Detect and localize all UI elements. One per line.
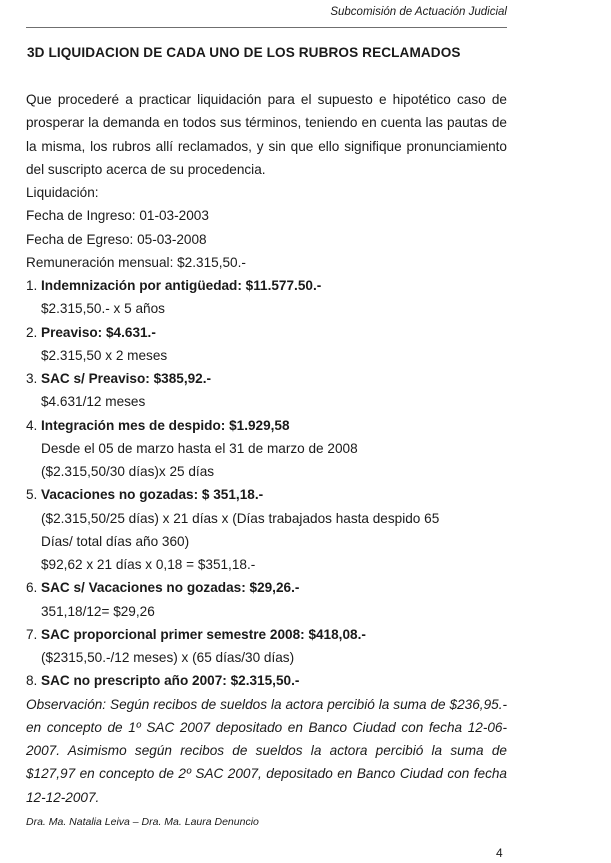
observacion-line: en concepto de 1º SAC 2007 depositado en Banco Ciudad con fecha 12-06- [26,719,507,735]
item-number: 2. [26,324,38,340]
item-title: SAC s/ Preaviso: $385,92.- [41,371,212,386]
observacion-line: Observación: Según recibos de sueldos la actora percibió la suma de $236,95.- [26,696,507,712]
item-heading [26,483,507,506]
item-heading [26,274,507,297]
item-detail: 351,18/12= $29,26 [41,603,155,619]
item-number: 8. [26,673,38,689]
observacion-line: 2007. Asimismo según recibos de sueldos la actora percibió la suma de [26,743,507,758]
item-heading [26,623,507,646]
item-detail: ($2315,50.-/12 meses) x (65 días/30 días) [41,650,295,665]
header-rule [26,27,507,28]
item-title: Preaviso: $4.631.- [41,324,156,340]
remuneracion-mensual: Remuneración mensual: $2.315,50.- [26,254,246,270]
intro-line: Que procederé a practicar liquidación para el supuesto e hipotético caso de [26,92,507,107]
item-title: SAC s/ Vacaciones no gozadas: $29,26.- [41,580,300,596]
intro-line: del suscripto acerca de su procedencia. [26,161,266,177]
intro-line: prosperar la demanda en todos sus términos, teniendo en cuenta las pautas de [26,115,507,131]
item-detail: ($2.315,50/30 días)x 25 días [41,464,215,479]
item-detail: $2.315,50.- x 5 años [41,301,165,317]
item-title: Indemnización por antigüedad: $11.577.50.- [41,278,322,293]
item-number: 4. [26,417,38,433]
item-title: SAC proporcional primer semestre 2008: $418,08.- [41,626,366,642]
item-number: 5. [26,487,38,503]
item-title: SAC no prescripto año 2007: $2.315,50.- [41,673,300,689]
item-heading [26,414,507,437]
item-detail: Desde el 05 de marzo hasta el 31 de marzo de 2008 [41,440,358,456]
item-detail: Días/ total días año 360) [41,533,190,549]
item-number: 7. [26,626,38,642]
fecha-egreso: Fecha de Egreso: 05-03-2008 [26,231,207,247]
item-number: 1. [26,278,38,293]
item-heading [26,321,507,344]
running-header: Subcomisión de Actuación Judicial [330,6,507,18]
liquidacion-heading: Liquidación: [26,185,99,200]
item-heading [26,669,507,692]
item-detail: $4.631/12 meses [41,394,146,410]
item-title: Integración mes de despido: $1.929,58 [41,417,290,433]
footer-signature: Dra. Ma. Natalia Leiva – Dra. Ma. Laura Denuncio [26,816,259,828]
item-heading [26,576,507,599]
item-number: 6. [26,580,38,596]
item-detail: $92,62 x 21 días x 0,18 = $351,18.- [41,557,256,572]
item-number: 3. [26,371,38,386]
fecha-ingreso: Fecha de Ingreso: 01-03-2003 [26,208,209,224]
document-body [26,88,507,809]
section-title: 3D LIQUIDACION DE CADA UNO DE LOS RUBROS RECLAMADOS [27,45,461,60]
item-title: Vacaciones no gozadas: $ 351,18.- [41,487,264,503]
observacion-line: $127,97 en concepto de 2º SAC 2007, depositado en Banco Ciudad con fecha [26,766,507,782]
intro-line: la misma, los rubros allí reclamados, y sin que ello signifique pronunciamiento [26,138,507,154]
item-detail: ($2.315,50/25 días) x 21 días x (Días trabajados hasta despido 65 [41,510,440,526]
observacion-line: 12-12-2007. [26,789,100,805]
page-number: 4 [496,846,503,860]
item-detail: $2.315,50 x 2 meses [41,347,168,363]
item-heading [26,367,507,390]
